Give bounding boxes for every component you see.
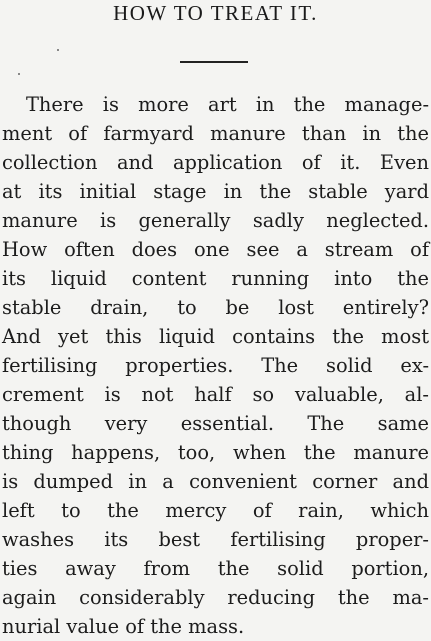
article-line: ment of farmyard manure than in the — [2, 122, 429, 145]
article-line: collection and application of it. Even — [2, 151, 429, 174]
article-body — [0, 90, 431, 641]
article-line: crement is not half so valuable, al- — [2, 383, 429, 406]
article-line: is dumped in a convenient corner and — [2, 470, 429, 493]
article-line: ties away from the solid portion, — [2, 557, 429, 580]
article-line: thing happens, too, when the manure — [2, 441, 429, 464]
print-speck — [57, 49, 59, 51]
article-line: fertilising properties. The solid ex- — [2, 354, 429, 377]
article-line: There is more art in the manage- — [26, 93, 429, 116]
article-line: its liquid content running into the — [2, 267, 429, 290]
article-line: stable drain, to be lost entirely? — [2, 296, 429, 319]
article-line: manure is generally sadly neglected. — [2, 209, 429, 232]
article-heading: HOW TO TREAT IT. — [113, 1, 318, 25]
article-line: though very essential. The same — [2, 412, 429, 435]
article-line: And yet this liquid contains the most — [2, 325, 429, 348]
article-line: again considerably reducing the ma- — [2, 586, 429, 609]
heading-divider — [180, 61, 248, 63]
print-speck — [18, 73, 20, 75]
article-line: nurial value of the mass. — [2, 615, 245, 638]
article-line: left to the mercy of rain, which — [2, 499, 429, 522]
article-line: at its initial stage in the stable yard — [2, 180, 429, 203]
article-line: washes its best fertilising proper- — [2, 528, 429, 551]
article-line: How often does one see a stream of — [2, 238, 429, 261]
